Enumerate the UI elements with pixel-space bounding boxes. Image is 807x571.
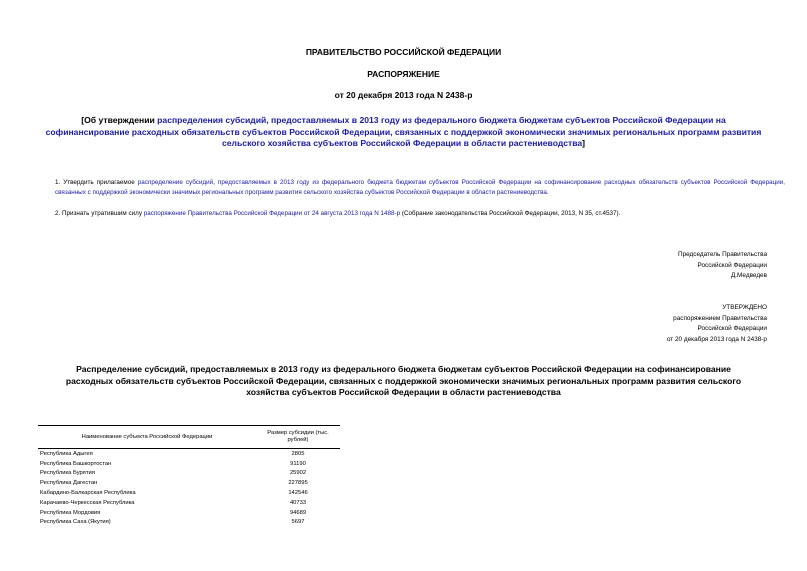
approval-line-1: распоряжением Правительства bbox=[673, 314, 767, 322]
item2-end: (Собрание законодательства Российской Федерации, 2013, N 35, ст.4537). bbox=[400, 210, 621, 217]
cell-subject: Республика Саха (Якутия) bbox=[40, 519, 111, 526]
signature-country: Российской Федерации bbox=[697, 261, 767, 269]
column-header-subject: Наименование субъекта Российской Федерации bbox=[38, 426, 256, 449]
cell-amount: 40733 bbox=[289, 499, 307, 506]
distribution-title: Распределение субсидий, предоставляемых в 2013 году из федерального бюджета бюджетам субъектов Российской Федерации на софинансирование расходных обязательств субъектов Российской Федерации, связанных с поддержкой экономически значимых региональных программ развития сельского хозяйства субъектов Российской Федерации в области растениеводства bbox=[65, 364, 742, 397]
cell-amount: 91190 bbox=[290, 460, 306, 467]
document-subject bbox=[40, 115, 767, 150]
table-header-row bbox=[38, 426, 340, 449]
approval-title: УТВЕРЖДЕНО bbox=[722, 304, 767, 311]
item1-text: 1. Утвердить прилагаемое bbox=[55, 179, 138, 186]
signature-name: Д.Медведев bbox=[730, 272, 767, 279]
paragraph-item-1 bbox=[38, 178, 785, 198]
document-type: РАСПОРЯЖЕНИЕ bbox=[367, 69, 440, 79]
paragraph-item-2 bbox=[38, 209, 785, 219]
cell-amount: 227895 bbox=[288, 480, 308, 487]
cell-amount: 142546 bbox=[288, 490, 308, 497]
cell-amount: 5697 bbox=[291, 519, 305, 526]
document-date-number: от 20 декабря 2013 года N 2438-р bbox=[334, 90, 473, 100]
cell-amount: 2805 bbox=[291, 450, 305, 457]
signature-block bbox=[678, 250, 767, 282]
table-row bbox=[38, 498, 340, 508]
government-title: ПРАВИТЕЛЬСТВО РОССИЙСКОЙ ФЕДЕРАЦИИ bbox=[305, 47, 502, 57]
item1-end: . bbox=[546, 189, 549, 196]
approval-line-2: Российской Федерации bbox=[697, 325, 767, 332]
cell-subject: Республика Дагестан bbox=[40, 480, 98, 487]
cell-amount: 25902 bbox=[289, 470, 307, 477]
subsidy-table bbox=[38, 425, 340, 527]
item2-text: 2. Признать утратившим силу bbox=[55, 210, 144, 217]
cell-subject: Карачаево-Черкесская Республика bbox=[40, 499, 135, 506]
table-row bbox=[38, 469, 340, 479]
subject-open: [Об утверждении bbox=[81, 115, 158, 125]
cell-amount: 94689 bbox=[289, 509, 307, 516]
table-row bbox=[38, 449, 340, 459]
approval-block bbox=[667, 303, 767, 345]
signature-position: Председатель Правительства bbox=[678, 251, 767, 258]
cell-subject: Республика Башкортостан bbox=[40, 460, 112, 467]
subject-link[interactable]: распределения субсидий, предоставляемых в 2013 году из федерального бюджета бюджетам субъектов Российской Федерации на софинансирование расходных обязательств субъектов Российской Федерации, связанных с поддержкой экономически значимых региональных программ развития сельского хозяйства субъектов Российской Федерации в области растениеводства bbox=[45, 115, 762, 148]
subject-close: ] bbox=[582, 138, 586, 148]
table-row bbox=[38, 508, 340, 518]
cell-subject: Республика Адыгея bbox=[40, 450, 93, 457]
table-row bbox=[38, 478, 340, 488]
cell-subject: Кабардино-Балкарская Республика bbox=[40, 490, 136, 497]
approval-line-3: от 20 декабря 2013 года N 2438-р bbox=[666, 335, 767, 343]
item2-link[interactable]: распоряжение Правительства Российской Федерации от 24 августа 2013 года N 1488-р bbox=[143, 210, 401, 217]
table-row bbox=[38, 518, 340, 528]
table-row bbox=[38, 488, 340, 498]
cell-subject: Республика Мордовия bbox=[40, 509, 101, 516]
column-header-amount: Размер субсидии (тыс. рублей) bbox=[256, 426, 340, 449]
cell-subject: Республика Бурятия bbox=[40, 470, 95, 477]
item1-link[interactable]: распределение субсидий, предоставляемых в 2013 году из федерального бюджета бюджетам субъектов Российской Федерации на софинансирование расходных обязательств субъектов Российской Федерации, связанных с поддержкой экономически значимых региональных программ развития сельского хозяйства субъектов Российской Федерации в области растениеводства bbox=[55, 179, 785, 196]
table-row bbox=[38, 459, 340, 469]
